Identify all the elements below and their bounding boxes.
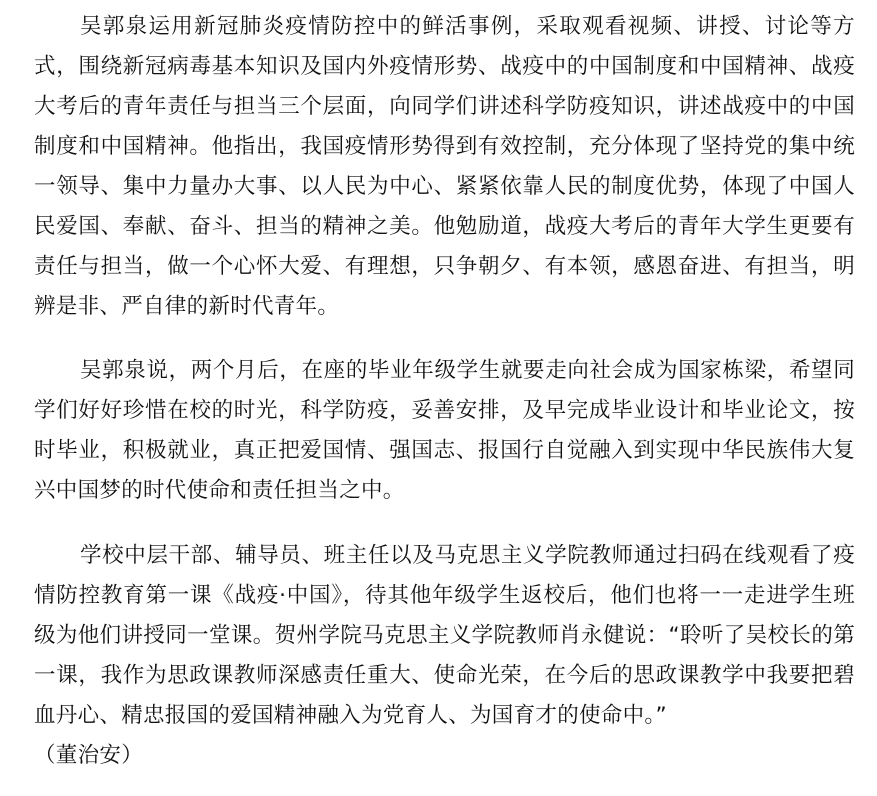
article-paragraph-2: 吴郭泉说，两个月后，在座的毕业年级学生就要走向社会成为国家栋梁，希望同学们好好珍惜在校的时光，科学防疫，妥善安排，及早完成毕业设计和毕业论文，按时毕业，积极就业，真正把爱国情、强国志、报国行自觉融入到实现中华民族伟大复兴中国梦的时代使命和责任担当之中。 [34,358,855,503]
article-paragraph-3: 学校中层干部、辅导员、班主任以及马克思主义学院教师通过扫码在线观看了疫情防控教育第一课《战疫·中国》，待其他年级学生返校后，他们也将一一走进学生班级为他们讲授同一堂课。贺州学院马克思主义学院教师肖永健说：“聆听了吴校长的第一课，我作为思政课教师深感责任重大、使命光荣，在今后的思政课教学中我要把碧血丹心、精忠报国的爱国精神融入为党育人、为国育才的使命中。” [34,543,855,728]
author-byline: （董治安） [34,743,144,768]
article-paragraph-1: 吴郭泉运用新冠肺炎疫情防控中的鲜活事例，采取观看视频、讲授、讨论等方式，围绕新冠病毒基本知识及国内外疫情形势、战疫中的中国制度和中国精神、战疫大考后的青年责任与担当三个层面，向同学们讲述科学防疫知识，讲述战疫中的中国制度和中国精神。他指出，我国疫情形势得到有效控制，充分体现了坚持党的集中统一领导、集中力量办大事、以人民为中心、紧紧依靠人民的制度优势，体现了中国人民爱国、奉献、奋斗、担当的精神之美。他勉励道，战疫大考后的青年大学生更要有责任与担当，做一个心怀大爱、有理想，只争朝夕、有本领，感恩奋进、有担当，明辨是非、严自律的新时代青年。 [34,14,855,319]
